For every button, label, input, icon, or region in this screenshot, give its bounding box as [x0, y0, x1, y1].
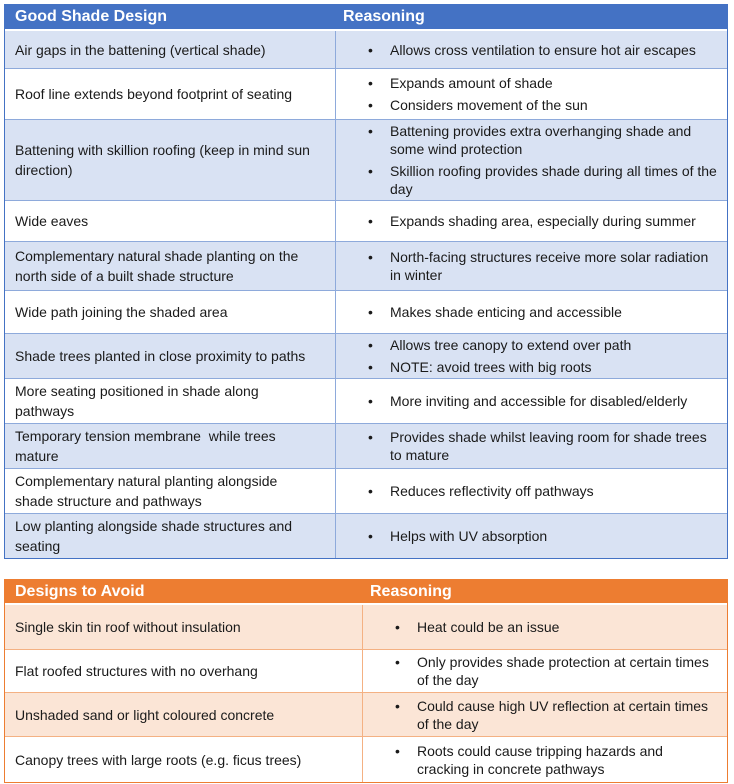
design-cell	[5, 693, 363, 736]
design-text: Air gaps in the battening (vertical shade)	[15, 41, 266, 58]
reason-item	[336, 96, 717, 114]
reason-text: Heat could be an issue	[417, 619, 560, 635]
bullet-icon: •	[368, 123, 373, 139]
reason-text: Battening provides extra overhanging shade and some wind protection	[390, 123, 696, 157]
bullet-icon: •	[368, 337, 373, 353]
design-cell	[5, 514, 336, 558]
design-text: Complementary natural shade planting on the north side of a built shade structure	[15, 248, 303, 284]
good-shade-design-table	[4, 4, 728, 559]
design-text: Flat roofed structures with no overhang	[15, 663, 258, 679]
bullet-icon: •	[368, 429, 373, 445]
table-row	[5, 468, 727, 513]
table-row	[5, 119, 727, 200]
reason-text: Could cause high UV reflection at certain times of the day	[417, 697, 712, 732]
design-cell	[5, 379, 336, 423]
design-text: Unshaded sand or light coloured concrete	[15, 706, 275, 723]
design-text: Roof line extends beyond footprint of seating	[15, 86, 293, 102]
reasoning-cell	[363, 737, 727, 782]
reason-text: Makes shade enticing and accessible	[390, 304, 622, 320]
reason-text: Allows tree canopy to extend over path	[390, 337, 632, 353]
reason-item	[336, 482, 717, 500]
header-cell-topic: Designs to Avoid	[15, 582, 145, 600]
table-row	[5, 31, 727, 68]
bullet-icon: •	[368, 163, 373, 179]
design-cell	[5, 650, 363, 692]
table-row	[5, 200, 727, 241]
bullet-icon: •	[395, 742, 400, 759]
design-cell	[5, 291, 336, 333]
reasoning-cell	[336, 69, 727, 119]
bullet-icon: •	[368, 393, 373, 409]
table-row	[5, 241, 727, 290]
table-row	[5, 692, 727, 736]
reason-text: Provides shade whilst leaving room for shade trees to mature	[390, 429, 711, 463]
header-cell-reasoning: Reasoning	[370, 582, 452, 600]
reason-text: More inviting and accessible for disabled/elderly	[390, 393, 688, 409]
reason-item	[336, 336, 717, 354]
design-cell	[5, 469, 336, 513]
header-cell-topic: Good Shade Design	[15, 8, 168, 25]
design-text: Single skin tin roof without insulation	[15, 619, 241, 635]
reason-item	[336, 41, 717, 59]
reasoning-cell	[336, 514, 727, 558]
table-row	[5, 649, 727, 692]
reason-item	[336, 248, 717, 284]
bullet-icon: •	[395, 697, 400, 714]
table-row	[5, 333, 727, 378]
design-cell	[5, 69, 336, 119]
bullet-icon: •	[368, 528, 373, 544]
reason-text: Reduces reflectivity off pathways	[390, 483, 594, 499]
reason-text: Only provides shade protection at certain times of the day	[417, 654, 713, 688]
table-row	[5, 423, 727, 468]
reason-text: Considers movement of the sun	[390, 97, 588, 113]
reasoning-cell	[336, 120, 727, 200]
bullet-icon: •	[368, 304, 373, 320]
bullet-icon: •	[368, 249, 373, 265]
design-text: Complementary natural planting alongside shade structure and pathways	[15, 473, 282, 509]
design-text: Wide eaves	[15, 213, 89, 229]
design-cell	[5, 334, 336, 378]
bullet-icon: •	[368, 97, 373, 113]
bullet-icon: •	[395, 654, 400, 670]
bullet-icon: •	[368, 41, 373, 58]
reasoning-cell	[363, 693, 727, 736]
design-cell	[5, 31, 336, 68]
reasoning-cell	[336, 291, 727, 333]
designs-to-avoid-table	[4, 579, 728, 783]
design-text: Wide path joining the shaded area	[15, 304, 228, 320]
reasoning-cell	[336, 379, 727, 423]
reason-item	[336, 428, 717, 464]
design-cell	[5, 424, 336, 468]
reason-item	[336, 303, 717, 321]
reasoning-cell	[336, 334, 727, 378]
reasoning-cell	[336, 31, 727, 68]
bullet-icon: •	[368, 483, 373, 499]
reason-text: Expands shading area, especially during summer	[390, 213, 696, 229]
reasoning-cell	[336, 201, 727, 241]
reason-item	[363, 653, 717, 689]
reason-text: Allows cross ventilation to ensure hot air escapes	[390, 41, 696, 58]
reason-item	[336, 162, 721, 198]
bullet-icon: •	[368, 213, 373, 229]
reason-item	[363, 742, 717, 778]
design-cell	[5, 605, 363, 649]
reason-item	[336, 122, 717, 158]
design-cell	[5, 242, 336, 290]
reason-text: Helps with UV absorption	[390, 528, 548, 544]
bullet-icon: •	[368, 359, 373, 375]
reason-text: Roots could cause tripping hazards and cracking in concrete pathways	[417, 742, 667, 777]
reasoning-cell	[363, 650, 727, 692]
bullet-icon: •	[395, 619, 400, 635]
reasoning-cell	[336, 424, 727, 468]
table-row	[5, 68, 727, 119]
design-text: Battening with skillion roofing (keep in mind sun direction)	[15, 142, 314, 178]
reason-text: Expands amount of shade	[390, 75, 553, 91]
design-text: Low planting alongside shade structures and seating	[15, 518, 296, 554]
reason-item	[336, 527, 717, 545]
reason-item	[336, 212, 717, 230]
reason-item	[363, 618, 717, 636]
table-header-row	[5, 5, 727, 31]
table-row	[5, 378, 727, 423]
design-text: Temporary tension membrane while trees mature	[15, 428, 280, 464]
table-row	[5, 513, 727, 558]
table-header-row	[5, 580, 727, 605]
design-cell	[5, 737, 363, 782]
design-text: Canopy trees with large roots (e.g. ficus trees)	[15, 751, 302, 768]
header-cell-reasoning: Reasoning	[343, 8, 425, 25]
reasoning-cell	[336, 242, 727, 290]
bullet-icon: •	[368, 75, 373, 91]
reason-item	[363, 697, 717, 733]
design-text: Shade trees planted in close proximity to paths	[15, 348, 306, 364]
reasoning-cell	[363, 605, 727, 649]
design-text: More seating positioned in shade along pathways	[15, 383, 263, 419]
reason-item	[336, 392, 717, 410]
table-row	[5, 290, 727, 333]
table-row	[5, 605, 727, 649]
design-cell	[5, 120, 336, 200]
reason-item	[336, 74, 717, 92]
table-row	[5, 736, 727, 782]
design-cell	[5, 201, 336, 241]
reason-text: North-facing structures receive more solar radiation in winter	[390, 249, 713, 283]
reason-text: NOTE: avoid trees with big roots	[390, 359, 592, 375]
reason-text: Skillion roofing provides shade during all times of the day	[390, 163, 721, 197]
reason-item	[336, 358, 717, 376]
reasoning-cell	[336, 469, 727, 513]
